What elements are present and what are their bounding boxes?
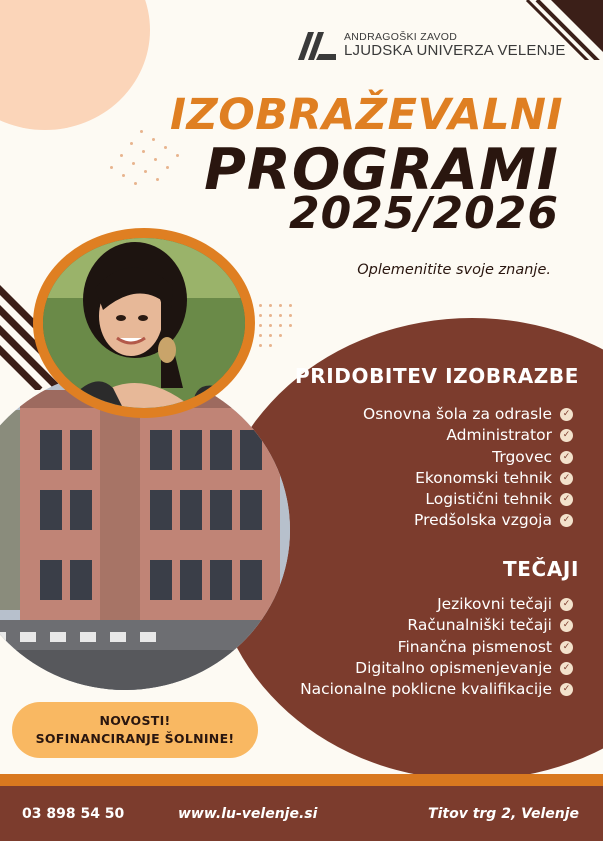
program-label: Trgovec xyxy=(492,447,552,466)
peach-circle-decoration xyxy=(0,0,150,130)
program-label: Predšolska vzgoja xyxy=(414,511,552,530)
course-label: Računalniški tečaji xyxy=(407,616,552,635)
check-circle-icon: ✓ xyxy=(560,683,573,696)
section-courses-title: TEČAJI xyxy=(503,557,579,581)
footer-address: Titov trg 2, Velenje xyxy=(428,806,579,822)
program-label: Ekonomski tehnik xyxy=(415,468,552,487)
list-item[interactable] xyxy=(300,679,573,700)
education-program-list xyxy=(363,404,573,532)
logo-line-1: ANDRAGOŠKI ZAVOD xyxy=(344,30,458,43)
program-label: Administrator xyxy=(446,426,552,445)
headline-line-2: PROGRAMI xyxy=(204,137,559,203)
list-item[interactable] xyxy=(300,658,573,679)
news-badge[interactable] xyxy=(12,702,258,758)
list-item[interactable] xyxy=(300,594,573,615)
check-circle-icon: ✓ xyxy=(560,619,573,632)
institution-logo[interactable] xyxy=(296,28,566,62)
list-item[interactable] xyxy=(363,510,573,531)
check-circle-icon: ✓ xyxy=(560,429,573,442)
tagline: Oplemenitite svoje znanje. xyxy=(357,262,551,278)
check-circle-icon: ✓ xyxy=(560,493,573,506)
course-label: Jezikovni tečaji xyxy=(437,595,552,613)
course-label: Nacionalne poklicne kvalifikacije xyxy=(300,680,552,699)
footer-bar xyxy=(0,786,603,841)
lu-logo-icon xyxy=(296,28,338,62)
program-label: Logistični tehnik xyxy=(425,490,552,509)
student-portrait-photo xyxy=(43,238,245,408)
check-circle-icon: ✓ xyxy=(560,472,573,485)
footer-phone[interactable]: 03 898 54 50 xyxy=(22,806,125,822)
check-circle-icon: ✓ xyxy=(560,514,573,527)
headline-line-1: IZOBRAŽEVALNI xyxy=(170,90,563,140)
news-line-2: SOFINANCIRANJE ŠOLNINE! xyxy=(35,731,235,746)
check-circle-icon: ✓ xyxy=(560,641,573,654)
footer-website-link[interactable]: www.lu-velenje.si xyxy=(178,806,318,822)
dot-pattern-right xyxy=(255,300,315,360)
logo-line-2: LJUDSKA UNIVERZA VELENJE xyxy=(344,41,566,59)
check-circle-icon: ✓ xyxy=(560,598,573,611)
course-label: Finančna pismenost xyxy=(397,637,552,656)
headline-line-3: 2025/2026 xyxy=(289,188,559,239)
program-label: Osnovna šola za odrasle xyxy=(363,405,552,423)
check-circle-icon: ✓ xyxy=(560,408,573,421)
section-education-title: PRIDOBITEV IZOBRAZBE xyxy=(294,364,579,388)
check-circle-icon: ✓ xyxy=(560,662,573,675)
footer-accent-bar xyxy=(0,774,603,786)
list-item[interactable] xyxy=(363,489,573,510)
list-item[interactable] xyxy=(300,637,573,658)
list-item[interactable] xyxy=(363,404,573,425)
list-item[interactable] xyxy=(363,447,573,468)
courses-list xyxy=(300,594,573,700)
news-line-1: NOVOSTI! xyxy=(99,713,171,728)
list-item[interactable] xyxy=(363,425,573,446)
list-item[interactable] xyxy=(300,615,573,636)
check-circle-icon: ✓ xyxy=(560,451,573,464)
list-item[interactable] xyxy=(363,468,573,489)
course-label: Digitalno opismenjevanje xyxy=(355,658,552,677)
